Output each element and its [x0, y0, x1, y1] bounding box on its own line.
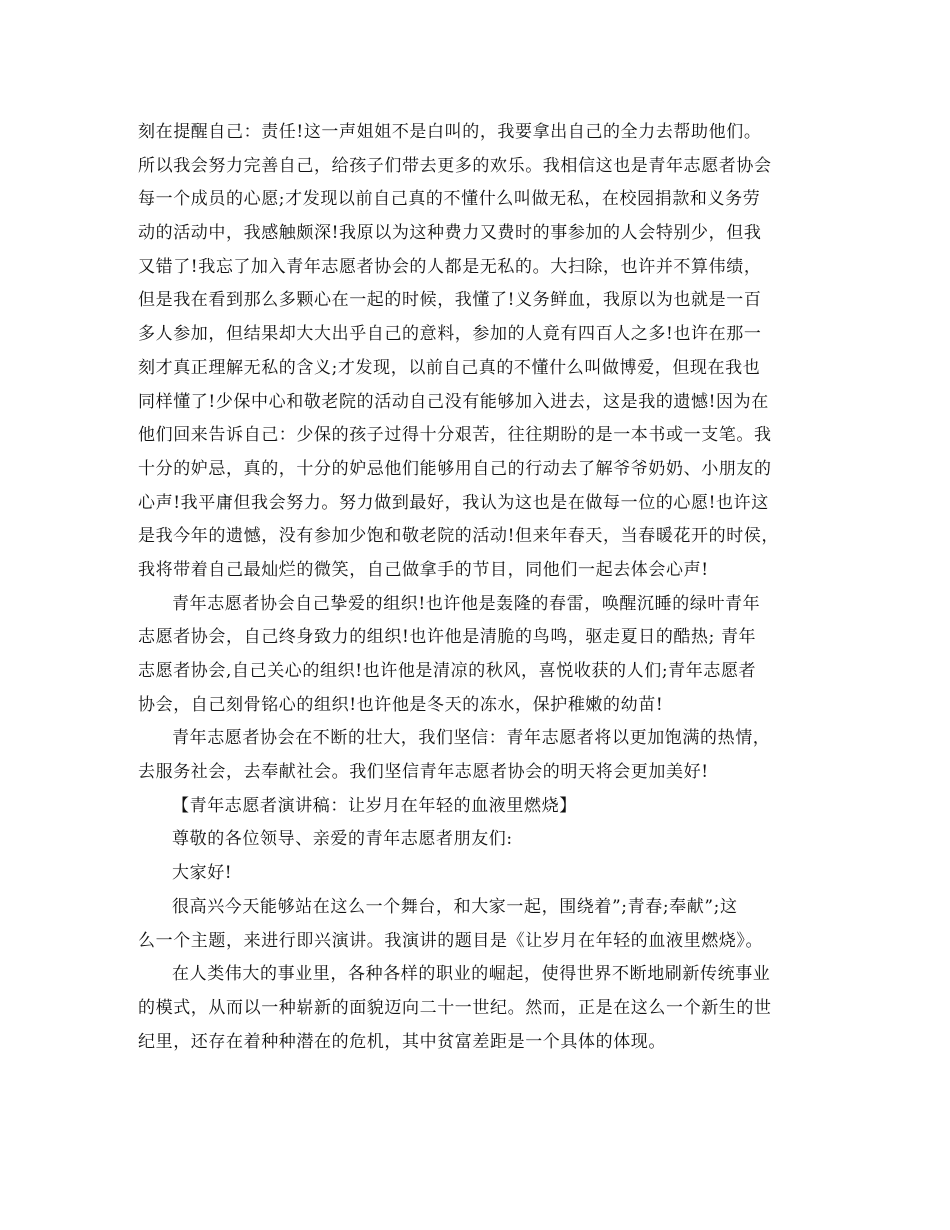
text-line: 多人参加，但结果却大大出乎自己的意料，参加的人竟有四百人之多!也许在那一 — [138, 324, 762, 345]
greeting — [138, 857, 818, 891]
paragraph-1 — [138, 116, 818, 588]
text-line: 但是我在看到那么多颗心在一起的时候，我懂了!义务鲜血，我原以为也就是一百 — [138, 290, 762, 311]
text-line: 青年志愿者协会自己挚爱的组织!也许他是轰隆的春雷，唤醒沉睡的绿叶青年 — [172, 593, 761, 614]
text-line: 在人类伟大的事业里，各种各样的职业的崛起，使得世界不断地刷新传统事业 — [172, 964, 771, 985]
text-line: 去服务社会，去奉献社会。我们坚信青年志愿者协会的明天将会更加美好! — [138, 762, 709, 783]
paragraph-2 — [138, 588, 818, 723]
text-line: 协会，自己刻骨铭心的组织!也许他是冬天的冻水，保护稚嫩的幼苗! — [138, 694, 664, 715]
paragraph-7 — [138, 891, 818, 958]
text-line: 心声!我平庸但我会努力。努力做到最好，我认为这也是在做每一位的心愿!也许这 — [138, 492, 769, 513]
text-line: 十分的妒忌，真的，十分的妒忌他们能够用自己的行动去了解爷爷奶奶、小朋友的 — [138, 458, 772, 479]
text-line: 他们回来告诉自己：少保的孩子过得十分艰苦，往往期盼的是一本书或一支笔。我 — [138, 425, 772, 446]
text-line: 每一个成员的心愿;才发现以前自己真的不懂什么叫做无私，在校园捐款和义务劳 — [138, 189, 761, 210]
paragraph-8 — [138, 958, 818, 1059]
document-body — [138, 116, 818, 1059]
text-line: 么一个主题，来进行即兴演讲。我演讲的题目是《让岁月在年轻的血液里燃烧》。 — [138, 930, 764, 951]
text-line: 青年志愿者协会在不断的壮大，我们坚信：青年志愿者将以更加饱满的热情， — [172, 728, 771, 749]
text-line: 的模式，从而以一种崭新的面貌迈向二十一世纪。然而，正是在这么一个新生的世 — [138, 997, 772, 1018]
text-line: 所以我会努力完善自己，给孩子们带去更多的欢乐。我相信这也是青年志愿者协会 — [138, 155, 772, 176]
text-line: 又错了!我忘了加入青年志愿者协会的人都是无私的。大扫除，也许并不算伟绩， — [138, 256, 762, 277]
salutation — [138, 823, 818, 857]
text-line: 大家好! — [172, 863, 233, 884]
text-line: 尊敬的各位领导、亲爱的青年志愿者朋友们: — [172, 829, 513, 850]
text-line: 志愿者协会，自己终身致力的组织!也许他是清脆的鸟鸣，驱走夏日的酷热; 青年 — [138, 627, 757, 648]
heading-text: 【青年志愿者演讲稿：让岁月在年轻的血液里燃烧】 — [172, 795, 577, 816]
text-line: 是我今年的遗憾，没有参加少饱和敬老院的活动!但来年春天，当春暖花开的时侯， — [138, 526, 780, 547]
text-line: 刻在提醒自己：责任!这一声姐姐不是白叫的，我要拿出自己的全力去帮助他们。 — [138, 122, 762, 142]
text-line: 很高兴今天能够站在这么一个舞台，和大家一起，围绕着”;青春;奉献”;这 — [172, 896, 738, 917]
text-line: 刻才真正理解无私的含义;才发现，以前自己真的不懂什么叫做博爱，但现在我也 — [138, 357, 761, 378]
paragraph-3 — [138, 722, 818, 789]
text-line: 我将带着自己最灿烂的微笑，自己做拿手的节目，同他们一起去体会心声! — [138, 559, 709, 580]
text-line: 纪里，还存在着种种潜在的危机，其中贫富差距是一个具体的体现。 — [138, 1031, 666, 1052]
text-line: 同样懂了!少保中心和敬老院的活动自己没有能够加入进去，这是我的遗憾!因为在 — [138, 391, 769, 412]
text-line: 动的活动中，我感触颇深!我原以为这种费力又费时的事参加的人会特别少，但我 — [138, 223, 762, 244]
text-line: 志愿者协会,自己关心的组织!也许他是清凉的秋风，喜悦收获的人们;青年志愿者 — [138, 661, 757, 681]
section-heading — [138, 790, 818, 824]
